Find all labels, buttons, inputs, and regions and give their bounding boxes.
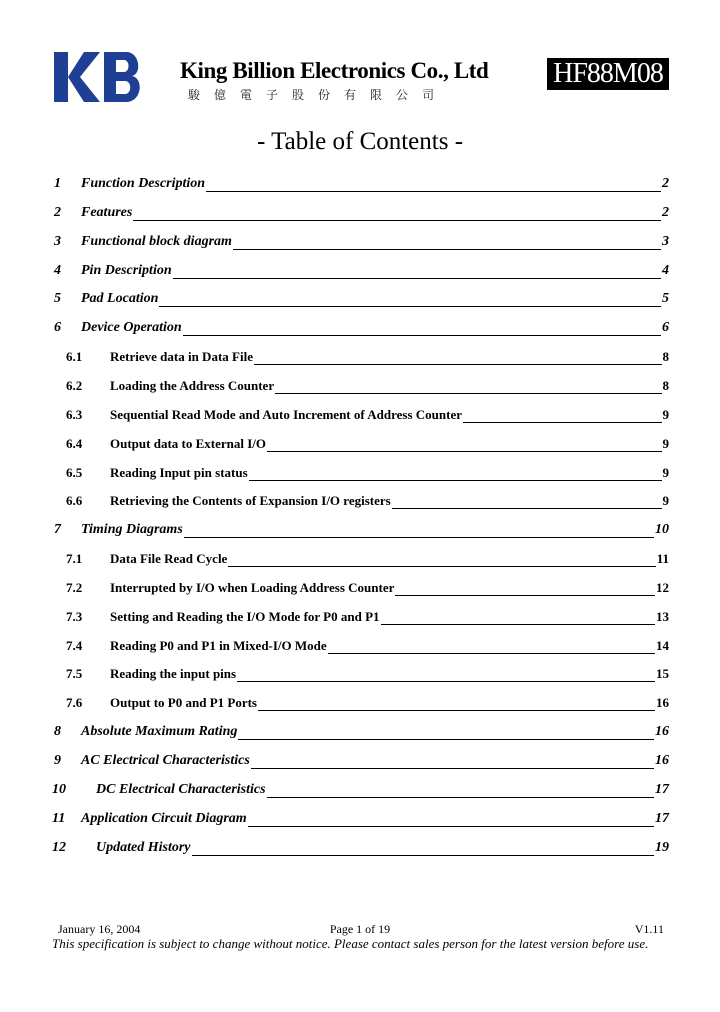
toc-leader-line [233, 249, 661, 250]
toc-entry-number: 7.2 [66, 579, 83, 595]
toc-entry-page: 13 [656, 608, 669, 624]
toc-entry[interactable] [0, 810, 720, 830]
toc-entry-page: 17 [655, 810, 669, 826]
toc-entry-label: Updated History [96, 839, 191, 855]
toc-entry-page: 15 [656, 666, 669, 682]
toc-entry-number: 4 [54, 262, 61, 278]
toc-entry-label: Output to P0 and P1 Ports [110, 695, 257, 711]
toc-leader-line [267, 797, 654, 798]
toc-entry-label: Retrieving the Contents of Expansion I/O registers [110, 493, 391, 509]
toc-leader-line [183, 335, 661, 336]
toc-entry-number: 7.6 [66, 695, 83, 711]
toc-entry-page: 8 [662, 377, 669, 393]
toc-leader-line [254, 364, 662, 365]
toc-leader-line [228, 566, 656, 567]
footer-date: January 16, 2004 [58, 922, 141, 936]
toc-entry-page: 19 [655, 839, 669, 855]
toc-entry-page: 12 [656, 579, 669, 595]
toc-entry[interactable] [0, 348, 720, 368]
toc-entry-page: 9 [662, 435, 669, 451]
toc-title: - Table of Contents - [256, 128, 464, 155]
toc-entry-label: Device Operation [81, 320, 182, 336]
toc-entry-page: 3 [662, 233, 669, 249]
toc-entry-page: 10 [655, 522, 669, 538]
toc-entry[interactable] [0, 637, 720, 657]
toc-entry[interactable] [0, 752, 720, 772]
toc-entry-label: Features [81, 204, 133, 220]
toc-entry-label: Interrupted by I/O when Loading Address Counter [110, 579, 395, 595]
toc-leader-line [267, 451, 662, 452]
toc-entry-label: Reading Input pin status [110, 464, 248, 480]
toc-entry-number: 6.2 [66, 377, 83, 393]
toc-entry-label: Output data to External I/O [110, 435, 267, 451]
footer-page-number: Page 1 of 19 [329, 922, 391, 936]
company-name-chinese: 駿億電子股份有限公司 [188, 88, 449, 102]
toc-entry-label: Sequential Read Mode and Auto Increment of Address Counter [110, 406, 462, 422]
toc-leader-line [251, 768, 654, 769]
toc-leader-line [328, 653, 655, 654]
toc-entry-page: 2 [662, 204, 669, 220]
toc-leader-line [192, 855, 654, 856]
toc-entry-number: 11 [52, 810, 66, 826]
toc-entry-label: Reading the input pins [110, 666, 237, 682]
toc-entry[interactable] [0, 233, 720, 253]
toc-entry-page: 2 [662, 176, 669, 191]
toc-entry-label: DC Electrical Characteristics [96, 781, 266, 797]
footer-version: V1.11 [634, 922, 664, 936]
toc-entry[interactable] [0, 723, 720, 743]
toc-entry-label: Application Circuit Diagram [81, 810, 247, 826]
toc-entry-number: 7.4 [66, 637, 83, 653]
toc-leader-line [258, 710, 655, 711]
footer-disclaimer: This specification is subject to change without notice. Please contact sales person for the latest version before use. [52, 936, 649, 951]
toc-entry-label: Retrieve data in Data File [110, 349, 253, 365]
toc-leader-line [184, 537, 654, 538]
toc-entry-number: 1 [54, 176, 61, 191]
toc-entry-number: 8 [54, 724, 61, 740]
toc-entry-number: 9 [54, 753, 61, 768]
toc-entry[interactable] [0, 492, 720, 512]
toc-entry-page: 9 [662, 406, 669, 422]
toc-entry-page: 16 [656, 695, 669, 711]
toc-entry-label: Function Description [81, 176, 206, 191]
toc-entry-page: 16 [655, 724, 669, 740]
toc-leader-line [159, 306, 661, 307]
toc-entry-page: 5 [662, 291, 669, 307]
toc-entry-number: 6.5 [66, 464, 83, 480]
toc-entry-label: Pad Location [81, 291, 159, 307]
toc-entry-page: 9 [662, 464, 669, 480]
toc-leader-line [463, 422, 662, 423]
toc-entry[interactable] [0, 435, 720, 455]
toc-entry[interactable] [0, 839, 720, 859]
toc-entry[interactable] [0, 521, 720, 541]
toc-entry-number: 6.3 [66, 406, 83, 422]
toc-entry[interactable] [0, 665, 720, 685]
toc-entry-number: 12 [52, 839, 66, 855]
toc-leader-line [395, 595, 655, 596]
toc-entry-page: 11 [656, 551, 669, 567]
toc-leader-line [381, 624, 655, 625]
toc-leader-line [249, 480, 662, 481]
toc-entry-number: 2 [54, 204, 61, 220]
toc-entry[interactable] [0, 262, 720, 282]
toc-entry-number: 7.1 [66, 551, 83, 567]
toc-entry-number: 7.3 [66, 608, 83, 624]
toc-entry-label: Timing Diagrams [81, 522, 183, 538]
toc-entry-label: Pin Description [81, 262, 172, 278]
toc-entry[interactable] [0, 377, 720, 397]
company-name: King Billion Electronics Co., Ltd [180, 58, 489, 83]
toc-leader-line [133, 220, 661, 221]
toc-leader-line [248, 826, 654, 827]
toc-entry-number: 6.1 [66, 349, 83, 365]
toc-leader-line [237, 681, 655, 682]
toc-entry-number: 7.5 [66, 666, 83, 682]
toc-entry-label: AC Electrical Characteristics [81, 753, 250, 768]
toc-entry-number: 7 [54, 522, 61, 538]
toc-entry[interactable] [0, 694, 720, 714]
part-number-badge: HF88M08 [547, 58, 669, 90]
toc-entry-number: 6.6 [66, 493, 83, 509]
toc-entry-page: 4 [662, 262, 669, 278]
toc-entry-label: Reading P0 and P1 in Mixed-I/O Mode [110, 637, 327, 653]
toc-entry[interactable] [0, 319, 720, 339]
toc-entry[interactable] [0, 290, 720, 310]
toc-leader-line [392, 508, 662, 509]
toc-entry-label: Data File Read Cycle [110, 551, 228, 567]
toc-entry-number: 10 [52, 781, 66, 797]
toc-entry-number: 3 [54, 233, 61, 249]
toc-leader-line [206, 191, 661, 192]
toc-entry-page: 17 [655, 781, 669, 797]
toc-entry-number: 5 [54, 291, 61, 307]
toc-leader-line [238, 739, 654, 740]
toc-entry[interactable] [0, 579, 720, 599]
toc-entry-number: 6 [54, 320, 61, 336]
toc-entry-label: Absolute Maximum Rating [81, 724, 238, 740]
toc-entry-page: 16 [655, 753, 669, 768]
company-logo [54, 52, 144, 102]
toc-entry[interactable] [0, 550, 720, 570]
toc-entry-number: 6.4 [66, 435, 83, 451]
toc-entry[interactable] [0, 204, 720, 224]
toc-leader-line [275, 393, 662, 394]
toc-entry-page: 8 [662, 349, 669, 365]
toc-entry[interactable] [0, 406, 720, 426]
toc-entry-page: 6 [662, 320, 669, 336]
toc-entry-label: Functional block diagram [81, 233, 232, 249]
toc-entry-page: 14 [656, 637, 669, 653]
toc-entry-page: 9 [662, 493, 669, 509]
toc-entry[interactable] [0, 175, 720, 195]
toc-entry-label: Loading the Address Counter [110, 377, 275, 393]
toc-entry[interactable] [0, 608, 720, 628]
toc-leader-line [173, 278, 661, 279]
toc-entry[interactable] [0, 464, 720, 484]
toc-entry[interactable] [0, 781, 720, 801]
toc-entry-label: Setting and Reading the I/O Mode for P0 and P1 [110, 608, 380, 624]
